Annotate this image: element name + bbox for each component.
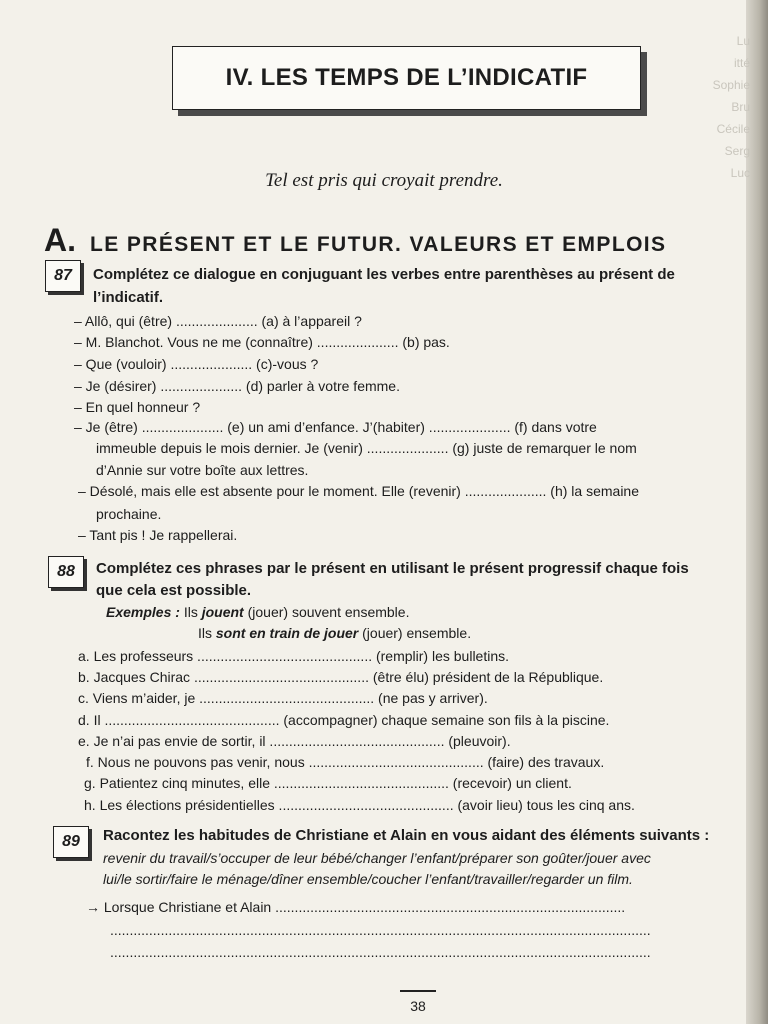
section-letter: A. [44, 222, 76, 258]
ex87-line: – M. Blanchot. Vous ne me (connaître) ..................... (b) pas. [74, 334, 450, 350]
chapter-title-box [172, 46, 641, 110]
example-verb: sont en train de jouer [215, 625, 359, 641]
ex88-item: a. Les professeurs ............................................. (remplir) les bulletins. [78, 648, 510, 664]
ex89-answer-line: ........................................................................................................................................... [110, 944, 651, 960]
example-verb: jouent [201, 604, 244, 620]
ex88-item: h. Les élections présidentielles ............................................. (avoir lieu) tous les cinq ans. [84, 797, 635, 813]
example-text: Ils [183, 604, 202, 620]
ex87-line: – Désolé, mais elle est absente pour le moment. Elle (revenir) ..................... (h) la semaine [78, 483, 640, 499]
ex87-instruction-line-1: Complétez ce dialogue en conjuguant les verbes entre parenthèses au présent de [93, 266, 675, 283]
ex87-line: – Je (être) ..................... (e) un ami d’enfance. J’(habiter) ..................... (f) dans votre [74, 419, 597, 435]
page-number: 38 [410, 998, 426, 1014]
ex89-instruction: Racontez les habitudes de Christiane et Alain en vous aidant des éléments suivants : [103, 827, 710, 844]
exercise-number-88: 88 [48, 556, 84, 588]
ex89-cues-line-1: revenir du travail/s’occuper de leur bébé/changer l’enfant/préparer son goûter/jouer avec [103, 850, 651, 866]
ex88-item: g. Patientez cinq minutes, elle ............................................. (recevoir) un client. [84, 775, 572, 791]
footer-rule [400, 990, 436, 992]
chapter-title: IV. LES TEMPS DE L’INDICATIF [225, 64, 588, 91]
ex88-item: c. Viens m’aider, je ............................................. (ne pas y arriver). [78, 690, 488, 706]
ex89-answer-line: → Lorsque Christiane et Alain .......................................................................................... [86, 899, 626, 915]
epigraph: Tel est pris qui croyait prendre. [265, 170, 503, 191]
exercise-number-87: 87 [45, 260, 81, 292]
ex88-item: e. Je n’ai pas envie de sortir, il ............................................. (pleuvoir). [78, 733, 511, 749]
example-text: Ils [198, 625, 216, 641]
ex87-instruction-line-2: l’indicatif. [93, 289, 164, 306]
ex88-example-1 [106, 603, 409, 621]
ex88-instruction-line-2: que cela est possible. [96, 582, 252, 599]
ex88-item: f. Nous ne pouvons pas venir, nous ............................................. (faire) des travaux. [86, 754, 605, 770]
example-text: (jouer) ensemble. [358, 625, 472, 641]
examples-label: Exemples : [106, 604, 180, 620]
ex88-item: d. Il ............................................. (accompagner) chaque semaine son fils à la piscine. [78, 712, 610, 728]
bleed-through-text: Lu itté Sophie Bru Cécile Serg Luc [712, 34, 750, 180]
ex89-cues-line-2: lui/le sortir/faire le ménage/dîner ensemble/coucher l’enfant/travailler/regarder un film. [103, 871, 633, 887]
ex87-line: – En quel honneur ? [74, 399, 201, 415]
ex88-item: b. Jacques Chirac ............................................. (être élu) président de la République. [78, 669, 604, 685]
ex89-answer-line: ........................................................................................................................................... [110, 922, 651, 938]
ex88-example-2 [198, 624, 471, 642]
ex87-line: – Je (désirer) ..................... (d) parler à votre femme. [74, 378, 400, 394]
ex87-line: immeuble depuis le mois dernier. Je (venir) ..................... (g) juste de remarquer le nom [96, 440, 637, 456]
ex87-line: d’Annie sur votre boîte aux lettres. [96, 462, 309, 478]
exercise-number-89: 89 [53, 826, 89, 858]
ex87-line: prochaine. [96, 506, 162, 522]
ex87-line: – Tant pis ! Je rappellerai. [78, 527, 238, 543]
ex87-line: – Allô, qui (être) ..................... (a) à l’appareil ? [74, 313, 362, 329]
ex88-instruction-line-1: Complétez ces phrases par le présent en utilisant le présent progressif chaque fois [96, 560, 689, 577]
ex87-line: – Que (vouloir) ..................... (c)-vous ? [74, 356, 319, 372]
example-text: (jouer) souvent ensemble. [243, 604, 410, 620]
section-heading [44, 222, 666, 259]
section-title: LE PRÉSENT ET LE FUTUR. VALEURS ET EMPLOIS [90, 233, 667, 256]
